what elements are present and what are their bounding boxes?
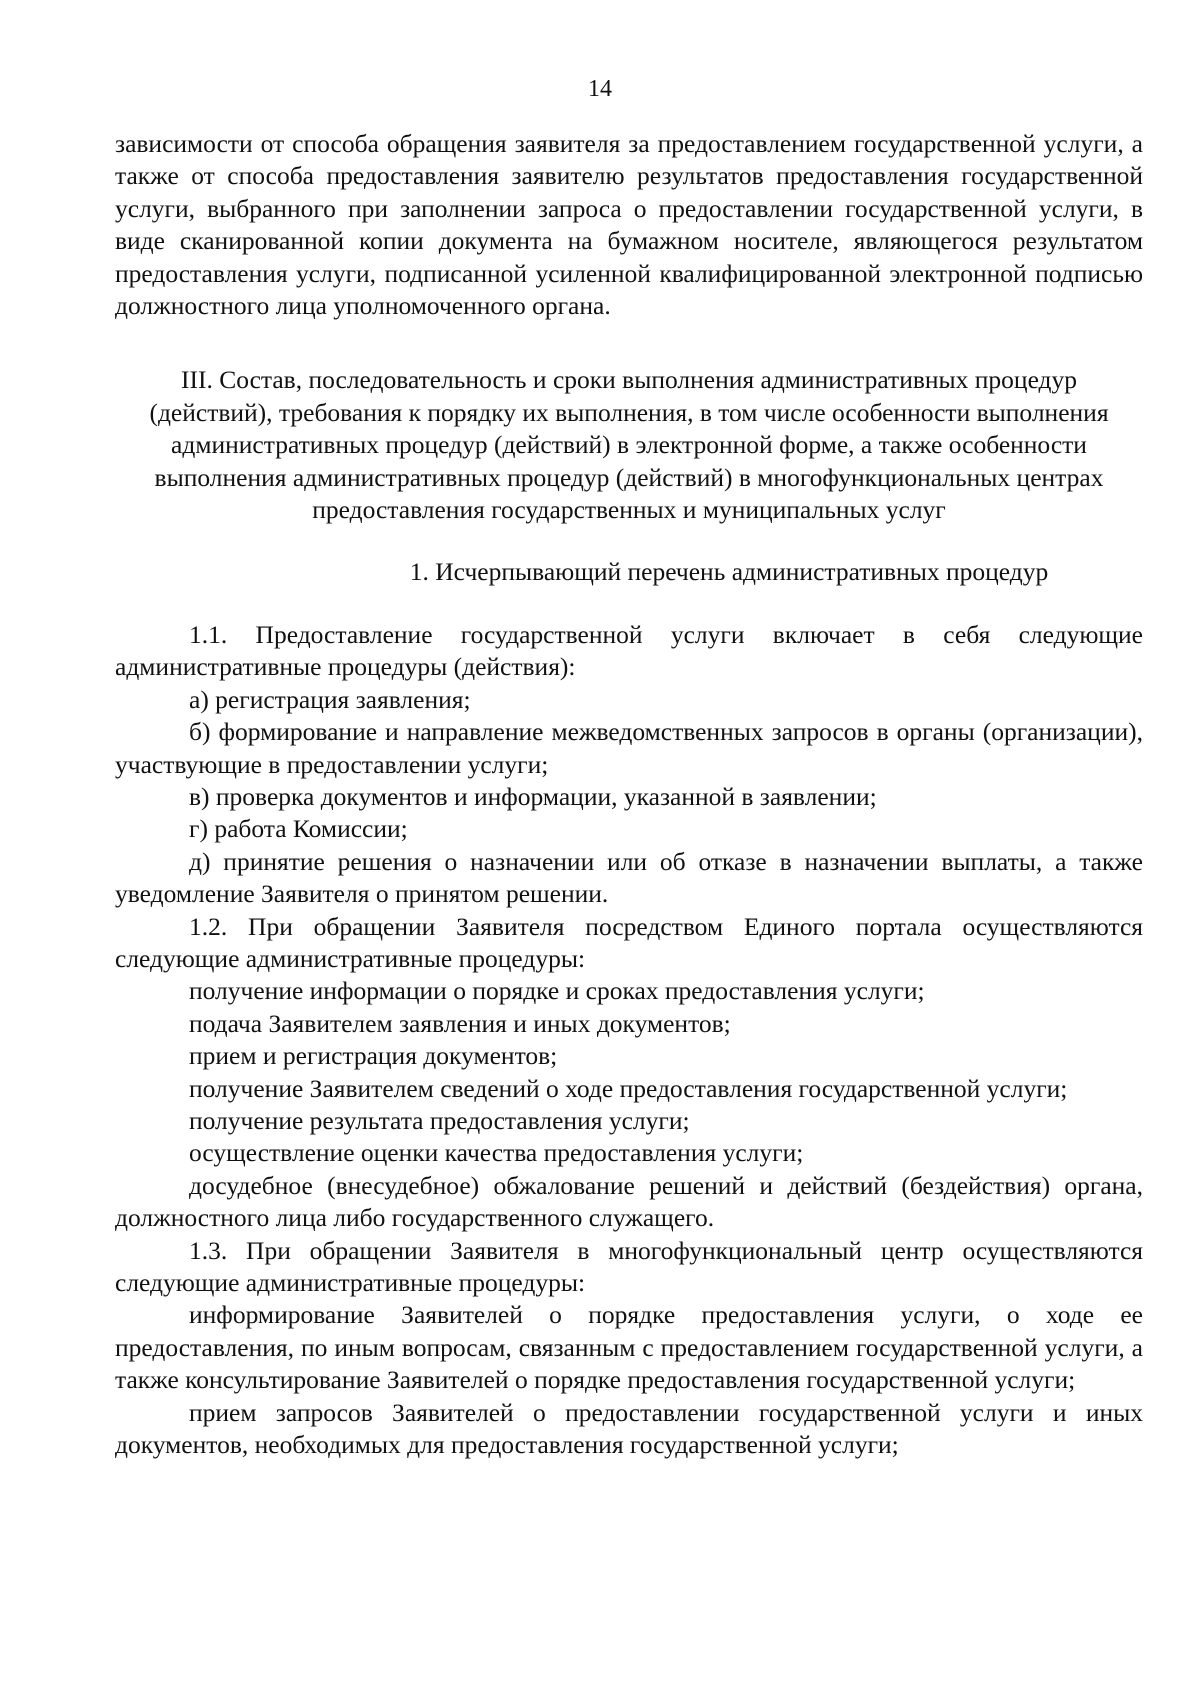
procedure-item: осуществление оценки качества предоставления услуги; bbox=[189, 1138, 804, 1168]
list-item-a: а) регистрация заявления; bbox=[189, 684, 471, 714]
paragraph-1-1: 1.1. Предоставление государственной услуги включает в себя следующие административные процедуры (действия): bbox=[115, 619, 1143, 682]
section-heading: III. Состав, последовательность и сроки выполнения административных процедур (действий), требования к порядку их выполнения, в том числе особенности выполнения административных процедур (действий) в электронной форме, а также особенности выполнения административных процедур (действий) в многофункциональных центрах предоставления государственных и муниципальных услуг bbox=[149, 365, 1109, 525]
document-body bbox=[115, 128, 1143, 1461]
procedure-item: досудебное (внесудебное) обжалование решений и действий (бездействия) органа, должностного лица либо государственного служащего. bbox=[115, 1170, 1143, 1233]
procedure-item: получение результата предоставления услуги; bbox=[189, 1105, 690, 1135]
paragraph-1-2: 1.2. При обращении Заявителя посредством Единого портала осуществляются следующие административные процедуры: bbox=[115, 911, 1143, 973]
procedure-item: прием и регистрация документов; bbox=[189, 1041, 558, 1071]
paragraph-1-3: 1.3. При обращении Заявителя в многофункциональный центр осуществляются следующие административные процедуры: bbox=[115, 1235, 1143, 1297]
list-item-v: в) проверка документов и информации, указанной в заявлении; bbox=[189, 781, 877, 811]
subsection-heading: 1. Исчерпывающий перечень административных процедур bbox=[409, 557, 1049, 587]
intro-paragraph: зависимости от способа обращения заявителя за предоставлением государственной услуги, а также от способа предоставления заявителю результатов предоставления государственной услуги, выбранного при заполнении запроса о предоставлении государственной услуги, в виде сканированной копии документа на бумажном носителе, являющегося результатом предоставления услуги, подписанной усиленной квалифицированной электронной подписью должностного лица уполномоченного органа. bbox=[115, 129, 1143, 321]
list-item-g: г) работа Комиссии; bbox=[189, 814, 408, 844]
procedure-item: получение информации о порядке и сроках предоставления услуги; bbox=[189, 976, 925, 1006]
mfc-procedure-item: информирование Заявителей о порядке предоставления услуги, о ходе ее предоставления, по иным вопросам, связанным с предоставлением государственной услуги, а также консультирование Заявителей о порядке предоставления государственной услуги; bbox=[115, 1300, 1143, 1395]
list-item-d: д) принятие решения о назначении или об отказе в назначении выплаты, а также уведомление Заявителя о принятом решении. bbox=[115, 846, 1143, 909]
page-number: 14 bbox=[588, 76, 612, 102]
mfc-procedure-item: прием запросов Заявителей о предоставлении государственной услуги и иных документов, необходимых для предоставления государственной услуги; bbox=[115, 1397, 1143, 1460]
list-item-b: б) формирование и направление межведомственных запросов в органы (организации), участвующие в предоставлении услуги; bbox=[115, 717, 1143, 779]
procedure-item: подача Заявителем заявления и иных документов; bbox=[189, 1008, 731, 1038]
procedure-item: получение Заявителем сведений о ходе предоставления государственной услуги; bbox=[189, 1073, 1068, 1103]
